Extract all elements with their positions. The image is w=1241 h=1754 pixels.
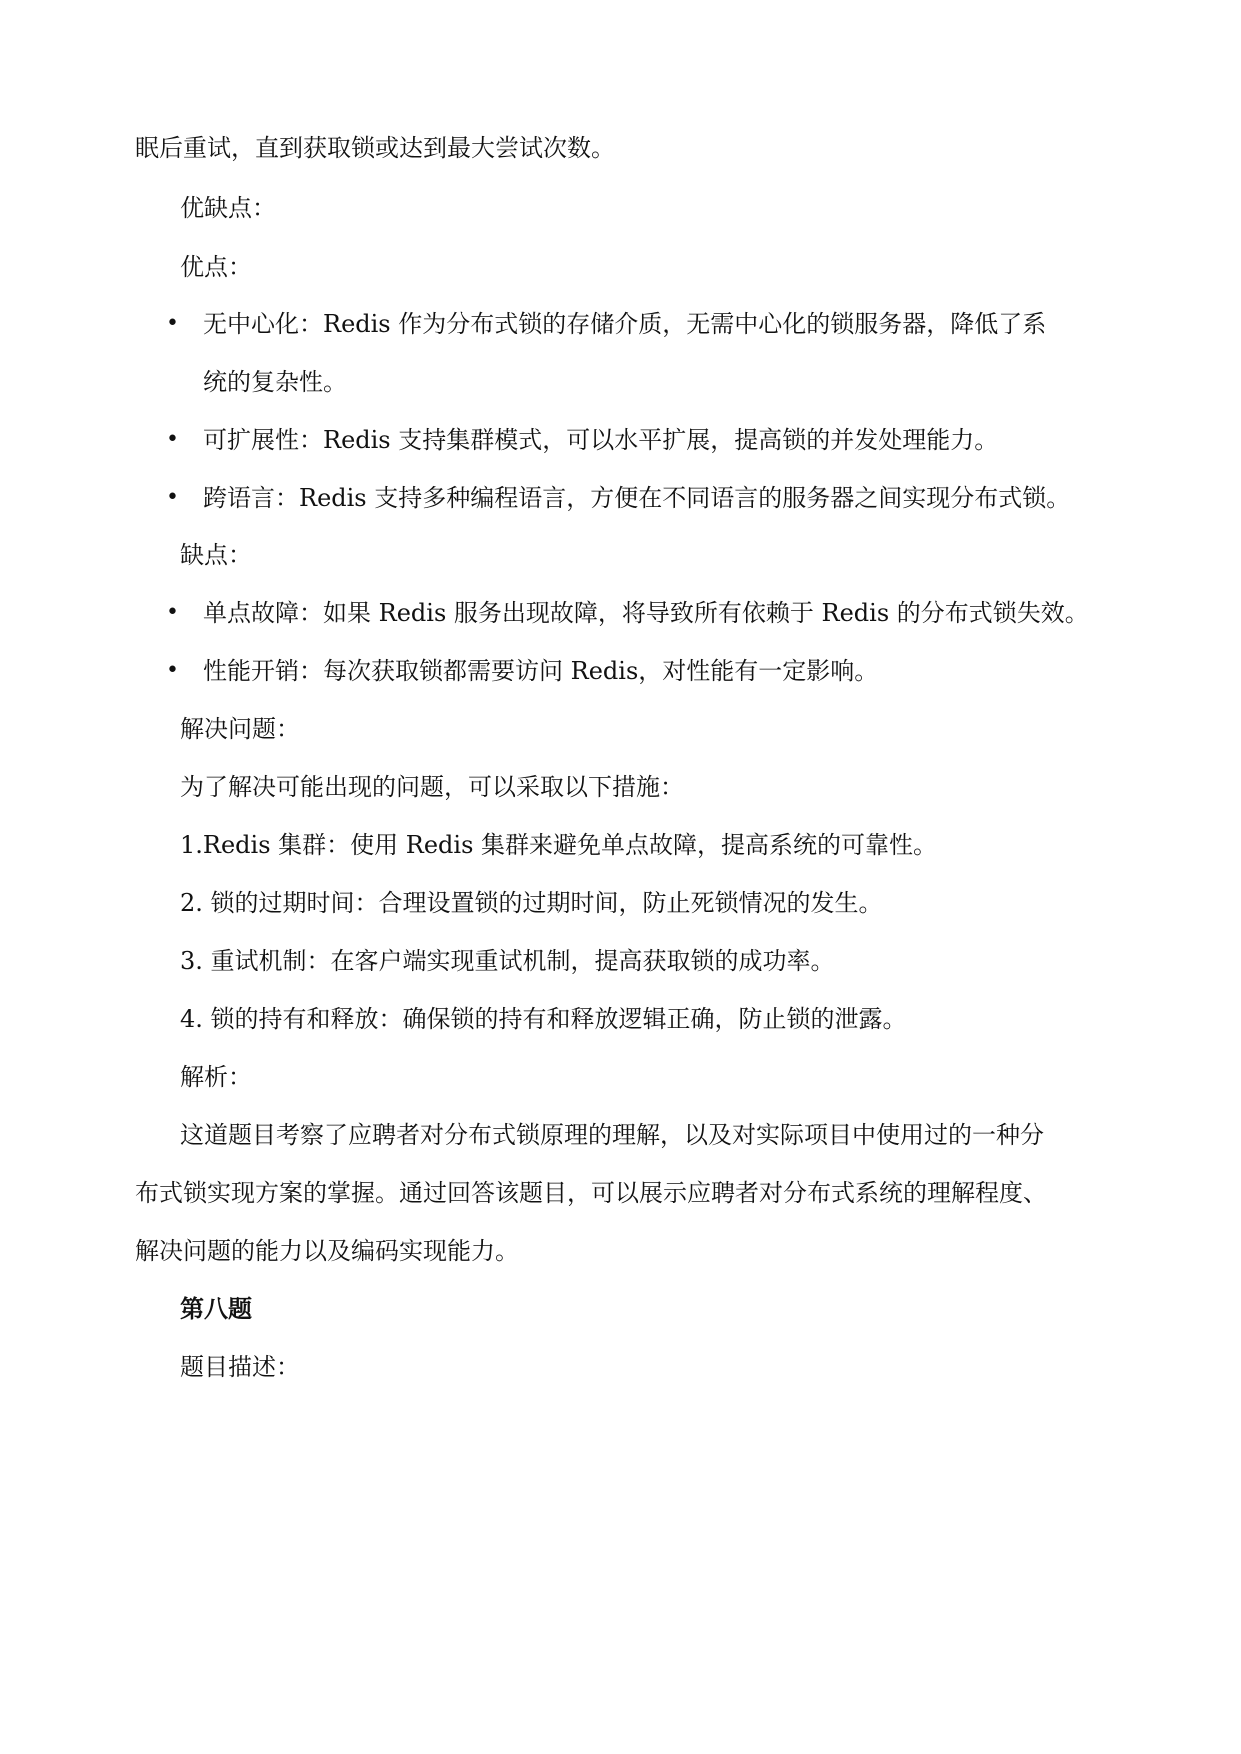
continuation-text: 眠后重试，直到获取锁或达到最大尝试次数。	[135, 134, 615, 162]
con-item-performance: 性能开销：每次获取锁都需要访问 Redis，对性能有一定影响。	[203, 657, 879, 685]
question-8-description-heading: 题目描述：	[180, 1353, 300, 1381]
question-8-title: 第八题	[180, 1295, 252, 1323]
pros-cons-heading: 优缺点：	[180, 194, 276, 222]
bullet-icon: •	[166, 427, 179, 452]
cons-heading: 缺点：	[180, 541, 252, 569]
analysis-text-line-2: 布式锁实现方案的掌握。通过回答该题目，可以展示应聘者对分布式系统的理解程度、	[135, 1179, 1047, 1207]
bullet-icon: •	[166, 485, 179, 510]
con-item-single-point: 单点故障：如果 Redis 服务出现故障，将导致所有依赖于 Redis 的分布式锁失效。	[203, 599, 1089, 627]
pro-item-decentralized-cont: 统的复杂性。	[203, 368, 347, 396]
bullet-icon: •	[166, 600, 179, 625]
solution-step-3: 3. 重试机制：在客户端实现重试机制，提高获取锁的成功率。	[180, 947, 835, 975]
solution-step-2: 2. 锁的过期时间：合理设置锁的过期时间，防止死锁情况的发生。	[180, 889, 883, 917]
analysis-text-line-3: 解决问题的能力以及编码实现能力。	[135, 1237, 519, 1265]
solve-heading: 解决问题：	[180, 715, 300, 743]
solution-step-1: 1.Redis 集群：使用 Redis 集群来避免单点故障，提高系统的可靠性。	[180, 831, 938, 859]
analysis-heading: 解析：	[180, 1063, 252, 1091]
solution-step-4: 4. 锁的持有和释放：确保锁的持有和释放逻辑正确，防止锁的泄露。	[180, 1005, 907, 1033]
bullet-icon: •	[166, 658, 179, 683]
pro-item-decentralized: 无中心化：Redis 作为分布式锁的存储介质，无需中心化的锁服务器，降低了系	[203, 310, 1047, 338]
analysis-text-line-1: 这道题目考察了应聘者对分布式锁原理的理解，以及对实际项目中使用过的一种分	[180, 1121, 1044, 1149]
pro-item-cross-language: 跨语言：Redis 支持多种编程语言，方便在不同语言的服务器之间实现分布式锁。	[203, 484, 1071, 512]
solve-intro: 为了解决可能出现的问题，可以采取以下措施：	[180, 773, 684, 801]
bullet-icon: •	[166, 311, 179, 336]
pro-item-scalable: 可扩展性：Redis 支持集群模式，可以水平扩展，提高锁的并发处理能力。	[203, 426, 999, 454]
pros-heading: 优点：	[180, 253, 252, 281]
